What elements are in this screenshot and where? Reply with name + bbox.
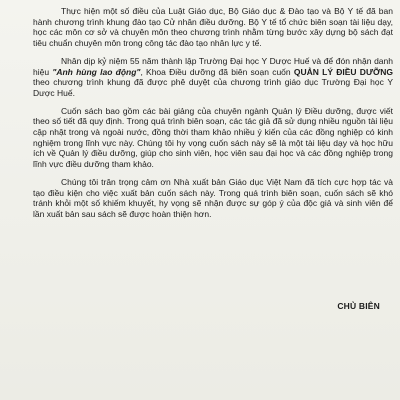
paragraph-2-intro: Nhân dịp kỷ niệm 55 năm thành lập Trường Đại học Y Dược Huế và để đón nhận danh hiệu — [33, 55, 393, 77]
paragraph-2-end: theo chương trình khung đã được phê duyệt của chương trình giáo dục Trường Đại học Y Dược Huế. — [33, 77, 393, 98]
paragraph-2 — [33, 56, 393, 99]
editor-signature: CHỦ BIÊN — [337, 301, 380, 311]
paragraph-4: Chúng tôi trân trọng cảm ơn Nhà xuất bản Giáo dục Việt Nam đã tích cực hợp tác và tạo điều kiện cho việc xuất bản cuốn sách này. Trong quá trình biên soạn, cuốn sách sẽ khó tránh khỏi một số khiếm khuyết, hy vọng sẽ nhận được sự góp ý của độc giả và sinh viên để lần xuất bản sau sách sẽ được hoàn thiện hơn. — [33, 176, 393, 219]
paragraph-2-middle: , Khoa Điều dưỡng đã biên soạn cuốn — [140, 66, 294, 77]
award-title: "Anh hùng lao động" — [52, 66, 141, 77]
paragraph-1: Thực hiện một số điều của Luật Giáo dục, Bộ Giáo dục & Đào tạo và Bộ Y tế đã ban hành chương trình khung đào tạo Cử nhân điều dưỡng. Bộ Y tế tổ chức biên soạn tài liệu dạy, học các môn cơ sở và chuyên môn theo chương trình nhằm từng bước xây dựng bộ sách đạt tiêu chuẩn chuyên môn trong công tác đào tạo nhân lực y tế. — [33, 6, 393, 49]
book-title: QUẢN LÝ ĐIỀU DƯỠNG — [293, 66, 393, 77]
show-through-text — [150, 322, 395, 400]
paragraph-3: Cuốn sách bao gồm các bài giảng của chuyên ngành Quản lý Điều dưỡng, được viết theo số tiết đã quy định. Trong quá trình biên soạn, các tác giả đã sử dụng nhiều nguồn tài liệu cập nhật trong và ngoài nước, đồng thời tham khảo nhiều ý kiến của các đồng nghiệp có kinh nghiệm trong lĩnh vực này. Chúng tôi hy vọng cuốn sách này sẽ là một tài liệu dạy và học hữu ích về Quản lý điều dưỡng, giúp cho sinh viên, học viên sau đại học và các đồng nghiệp trong lĩnh vực điều dưỡng tham khảo. — [33, 105, 393, 170]
preface-body — [33, 6, 393, 227]
